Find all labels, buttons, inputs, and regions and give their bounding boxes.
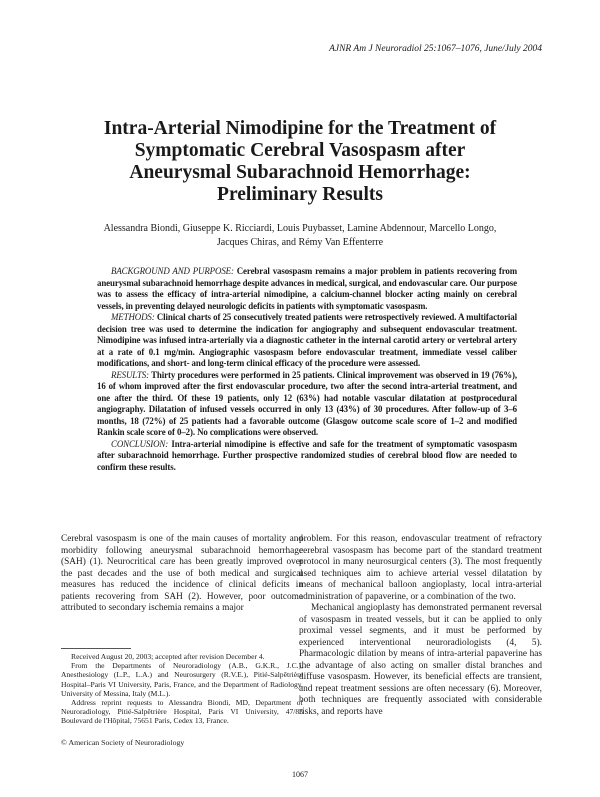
authors-line: Jacques Chiras, and Rémy Van Effenterre — [216, 237, 384, 248]
abstract-text: Thirty procedures were performed in 25 patients. Clinical improvement was observed in 19 (76%), 16 of whom improved after the first endovascular procedure, two after the second intra-arterial treatment, and one after the third. Of these 19 patients, only 12 (63%) had notable vascular dilatation at postprocedural angiography. Dilatation of infused vessels occurred in only 13 (43%) of 30 procedures. After follow-up of 3–6 months, 18 (72%) of 25 patients had a favorable outcome (Glasgow outcome scale score of 1–2 and modified Rankin scale score of 0–2). No complications were observed. — [97, 369, 517, 437]
title-line: Symptomatic Cerebral Vasospasm after — [134, 140, 466, 161]
footnote-received: Received August 20, 2003; accepted after revision December 4. — [71, 652, 265, 661]
body-paragraph: Mechanical angioplasty has demonstrated permanent reversal of vasospasm in treated vessels, but it can be applied to only proximal vessel segments, and it must be performed by experienced interventional neuroradiologists (4, 5). Pharmacologic dilation by means of intra-arterial papaverine has the advantage of also acting on smaller distal branches and diffuse vasospasm. However, its beneficial effects are transient, and repeat treatment sessions are often necessary (6). Moreover, both techniques are frequently associated with considerable risks, and reports have — [299, 603, 542, 717]
abstract-methods — [97, 312, 517, 370]
abstract-label: CONCLUSION: — [111, 438, 169, 449]
page-number: 1067 — [292, 770, 308, 779]
body-column-left — [61, 534, 303, 615]
body-paragraph: Cerebral vasospasm is one of the main causes of mortality and morbidity following aneurysmal subarachnoid hemorrhage (SAH) (1). Neurocritical care has been greatly improved over the past decades and the use of both medical and surgical measures has reduced the incidence of clinical deficits in patients recovering from SAH (2). However, poor outcome attributed to secondary ischemia remains a major — [61, 534, 303, 613]
abstract-label: BACKGROUND AND PURPOSE: — [111, 266, 234, 276]
title-line: Aneurysmal Subarachnoid Hemorrhage: — [129, 162, 471, 183]
title-line: Intra-Arterial Nimodipine for the Treatment of — [103, 118, 497, 139]
abstract-text: Cerebral vasospasm remains a major problem in patients recovering from aneurysmal subarachnoid hemorrhage despite advances in medical, surgical, and endovascular care. Our purpose was to assess the efficacy of intra-arterial nimodipine, a calcium-channel blocker acting mainly on cerebral vessels, in preventing delayed neurologic deficits in patients with symptomatic vasospasm. — [97, 266, 517, 311]
author-list — [60, 222, 540, 250]
footnote-divider — [61, 648, 131, 649]
body-paragraph: problem. For this reason, endovascular treatment of refractory cerebral vasospasm has become part of the standard treatment protocol in many neurosurgical centers (3). The most frequently used techniques aim to achieve arterial vessel dilatation by means of mechanical balloon angioplasty, local intra-arterial administration of papaverine, or a combination of the two. — [299, 534, 542, 602]
footnote-reprints: Address reprint requests to Alessandra Biondi, MD, Department of Neuroradiology, Pitié-Salpêtrière Hospital, Paris VI University, 47/83 Boulevard de l'Hôpital, 75651 Paris, Cedex 13, France. — [61, 698, 303, 726]
title-line: Preliminary Results — [217, 184, 383, 205]
abstract-background — [97, 266, 517, 312]
journal-header: AJNR Am J Neuroradiol 25:1067–1076, June/July 2004 — [329, 44, 542, 54]
article-title — [60, 118, 540, 206]
abstract-text: Intra-arterial nimodipine is effective and safe for the treatment of symptomatic vasospasm after subarachnoid hemorrhage. Further prospective randomized studies of cerebral blood flow are needed to confirm these results. — [97, 438, 517, 472]
footnote-affiliations: From the Departments of Neuroradiology (A.B., G.K.R., J.C.), Anesthesiology (L.P., L.A.) and Neurosurgery (R.V.E.), Pitié-Salpêtrière Hospital–Paris VI University, Paris, France, and the Department of Radiology, University of Messina, Italy (M.L.). — [61, 661, 303, 698]
authors-line: Alessandra Biondi, Giuseppe K. Ricciardi, Louis Puybasset, Lamine Abdennour, Marcello Longo, — [103, 223, 497, 234]
abstract-text: Clinical charts of 25 consecutively treated patients were retrospectively reviewed. A multifactorial decision tree was used to determine the indication for angiography and subsequent endovascular treatment. Nimodipine was infused intra-arterially via a diagnostic catheter in the internal carotid artery or vertebral artery at a rate of 0.1 mg/min. Angiographic vasospasm before endovascular treatment, immediate vessel caliber modifications, and short- and long-term clinical efficacy of the procedure were assessed. — [97, 312, 518, 368]
abstract-label: RESULTS: — [111, 369, 149, 380]
abstract-results — [97, 370, 517, 439]
abstract-conclusion — [97, 439, 517, 474]
footnotes — [61, 652, 303, 726]
copyright-notice: © American Society of Neuroradiology — [61, 738, 185, 747]
abstract-label: METHODS: — [111, 312, 155, 322]
body-column-right — [299, 534, 542, 718]
abstract — [97, 266, 517, 473]
